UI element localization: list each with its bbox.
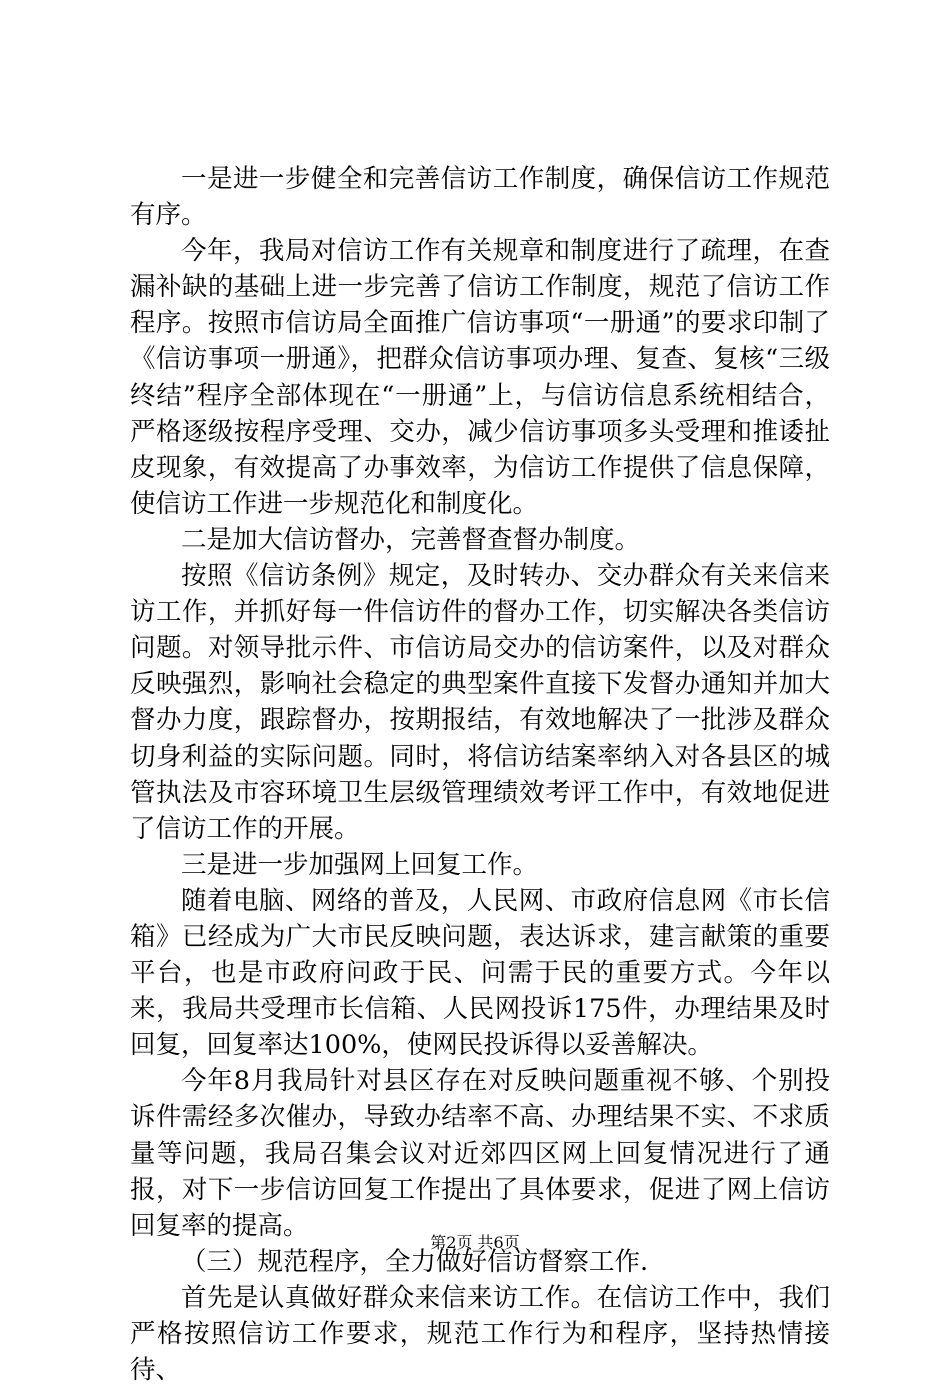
paragraph-1: 一是进一步健全和完善信访工作制度，确保信访工作规范有序。	[130, 164, 830, 231]
paragraph-9: 首先是认真做好群众来信来访工作。在信访工作中，我们严格按照信访工作要求，规范工作行为和程序，坚持热情接待、	[130, 1282, 830, 1386]
document-body	[130, 161, 830, 1388]
paragraph-7: 今年8月我局针对县区存在对反映问题重视不够、个别投诉件需经多次催办，导致办结率不高、办理结果不实、不求质量等问题，我局召集会议对近郊四区网上回复情况进行了通报，对下一步信访回复工作提出了具体要求，促进了网上信访回复率的提高。	[130, 1066, 830, 1241]
paragraph-6: 随着电脑、网络的普及，人民网、市政府信息网《市长信箱》已经成为广大市民反映问题，表达诉求，建言献策的重要平台，也是市政府问政于民、问需于民的重要方式。今年以来，我局共受理市长信箱、人民网投诉175件，办理结果及时回复，回复率达100%，使网民投诉得以妥善解决。	[130, 885, 830, 1061]
paragraph-3: 二是加大信访督办，完善督查督办制度。	[181, 524, 641, 555]
paragraph-5: 三是进一步加强网上回复工作。	[181, 849, 539, 880]
page-number-footer: 第2页 共6页	[430, 1233, 520, 1252]
paragraph-4: 按照《信访条例》规定，及时转办、交办群众有关来信来访工作，并抓好每一件信访件的督办工作，切实解决各类信访问题。对领导批示件、市信访局交办的信访案件，以及对群众反映强烈，影响社会稳定的典型案件直接下发督办通知并加大督办力度，跟踪督办，按期报结，有效地解决了一批涉及群众切身利益的实际问题。同时，将信访结案率纳入对各县区的城管执法及市容环境卫生层级管理绩效考评工作中，有效地促进了信访工作的开展。	[130, 561, 830, 844]
paragraph-8: （三）规范程序，全力做好信访督察工作.	[181, 1246, 649, 1277]
paragraph-2: 今年，我局对信访工作有关规章和制度进行了疏理，在查漏补缺的基础上进一步完善了信访工作制度，规范了信访工作程序。按照市信访局全面推广信访事项“一册通”的要求印制了《信访事项一册通》，把群众信访事项办理、复查、复核“三级终结”程序全部体现在“一册通”上，与信访信息系统相结合，严格逐级按程序受理、交办，减少信访事项多头受理和推诿扯皮现象，有效提高了办事效率，为信访工作提供了信息保障，使信访工作进一步规范化和制度化。	[130, 236, 830, 519]
